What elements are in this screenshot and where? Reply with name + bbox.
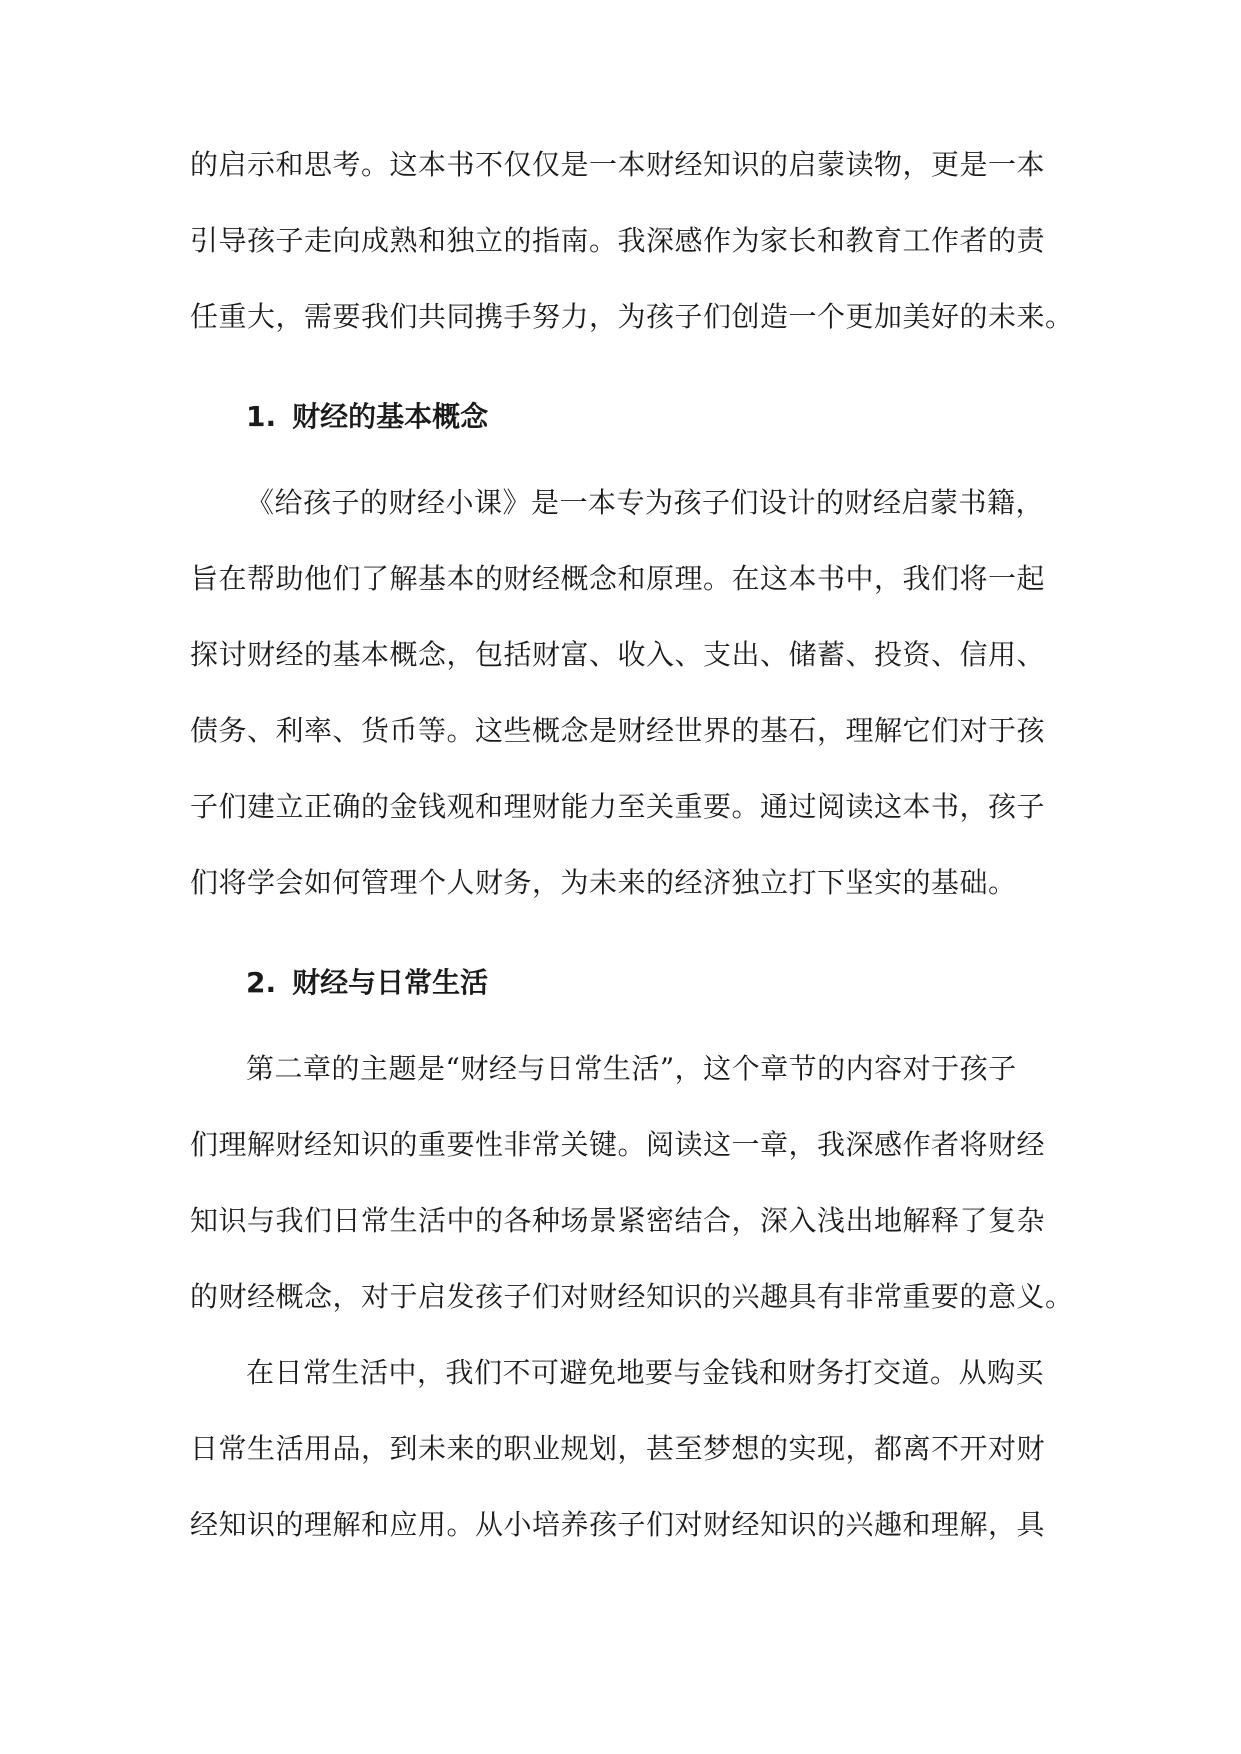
text-line: 探讨财经的基本概念，包括财富、收入、支出、储蓄、投资、信用、 [190, 638, 1046, 671]
text-line: 旨在帮助他们了解基本的财经概念和原理。在这本书中，我们将一起 [190, 562, 1046, 595]
text-line: 的启示和思考。这本书不仅仅是一本财经知识的启蒙读物，更是一本 [190, 148, 1046, 181]
intro-paragraph [190, 142, 1074, 370]
text-line: 子们建立正确的金钱观和理财能力至关重要。通过阅读这本书，孩子 [190, 790, 1046, 823]
document-body [190, 142, 1074, 1578]
text-line: 债务、利率、货币等。这些概念是财经世界的基石，理解它们对于孩 [190, 714, 1046, 747]
section-title: 财经的基本概念 [292, 400, 489, 433]
text-line: 任重大，需要我们共同携手努力，为孩子们创造一个更加美好的未来。 [190, 300, 1074, 333]
section-number: 2. [246, 966, 277, 999]
text-line: 第二章的主题是“财经与日常生活”，这个章节的内容对于孩子 [246, 1052, 1017, 1085]
section-1-paragraph [190, 480, 1070, 936]
section-title: 财经与日常生活 [292, 966, 489, 999]
text-line: 们理解财经知识的重要性非常关键。阅读这一章，我深感作者将财经 [190, 1128, 1046, 1161]
section-heading-1 [190, 394, 1070, 480]
section-2-paragraph-1 [190, 1046, 1074, 1350]
section-heading-2 [190, 960, 1070, 1046]
text-line: 《给孩子的财经小课》是一本专为孩子们设计的财经启蒙书籍， [246, 486, 1045, 519]
text-line: 日常生活用品，到未来的职业规划，甚至梦想的实现，都离不开对财 [190, 1432, 1046, 1465]
text-line: 经知识的理解和应用。从小培养孩子们对财经知识的兴趣和理解，具 [190, 1508, 1046, 1541]
text-line: 知识与我们日常生活中的各种场景紧密结合，深入浅出地解释了复杂 [190, 1204, 1046, 1237]
text-line: 在日常生活中，我们不可避免地要与金钱和财务打交道。从购买 [246, 1356, 1045, 1389]
section-2-paragraph-2 [190, 1350, 1070, 1578]
section-number: 1. [246, 400, 277, 433]
text-line: 们将学会如何管理个人财务，为未来的经济独立打下坚实的基础。 [190, 866, 1017, 899]
text-line: 引导孩子走向成熟和独立的指南。我深感作为家长和教育工作者的责 [190, 224, 1046, 257]
text-line: 的财经概念，对于启发孩子们对财经知识的兴趣具有非常重要的意义。 [190, 1280, 1074, 1313]
